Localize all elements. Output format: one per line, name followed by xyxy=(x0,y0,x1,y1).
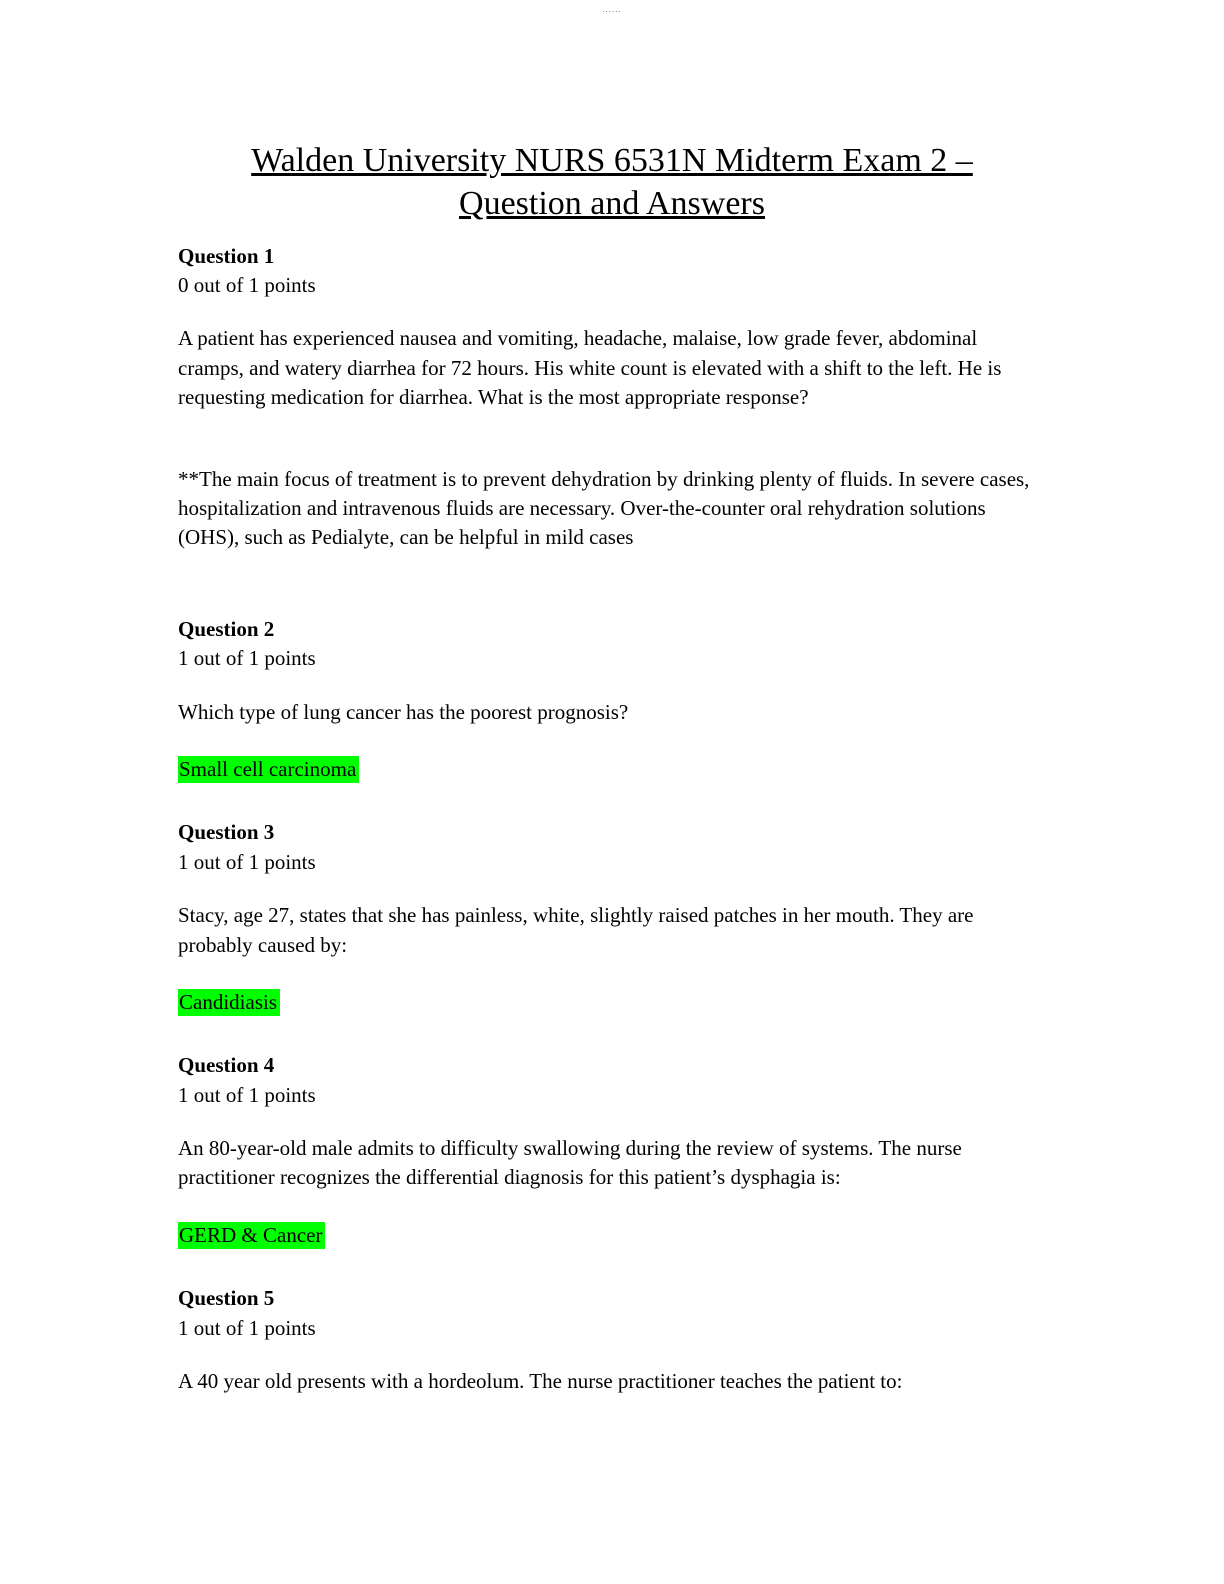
spacer xyxy=(178,553,1046,581)
answer-row xyxy=(178,988,1046,1017)
answer-text: **The main focus of treatment is to prevent dehydration by drinking plenty of fluids. In severe cases, hospitalization and intravenous fluids are necessary. Over-the-counter oral rehydration solutions (OHS), such as Pedialyte, can be helpful in mild cases xyxy=(178,466,1030,550)
question-label: Question 1 xyxy=(178,243,275,268)
question-text: A patient has experienced nausea and vomiting, headache, malaise, low grade fever, abdominal cramps, and watery diarrhea for 72 hours. His white count is elevated with a shift to the left. He is requesting medication for diarrhea. What is the most appropriate response? xyxy=(178,326,1002,410)
question-block-5 xyxy=(178,1284,1046,1396)
question-points: 0 out of 1 points xyxy=(178,273,316,298)
highlighted-answer: GERD & Cancer xyxy=(178,1222,325,1249)
question-text: An 80-year-old male admits to difficulty swallowing during the review of systems. The nurse practitioner recognizes the differential diagnosis for this patient’s dysphagia is: xyxy=(178,1136,962,1190)
question-text: A 40 year old presents with a hordeolum. The nurse practitioner teaches the patient to: xyxy=(178,1369,903,1394)
question-label: Question 5 xyxy=(178,1286,275,1311)
question-points: 1 out of 1 points xyxy=(178,1315,316,1340)
question-points: 1 out of 1 points xyxy=(178,1082,316,1107)
question-block-3 xyxy=(178,818,1046,1017)
page-header-marks: ...... xyxy=(602,5,622,14)
question-label: Question 2 xyxy=(178,616,275,641)
question-block-2 xyxy=(178,615,1046,785)
document-title-line-1: Walden University NURS 6531N Midterm Exam 2 – xyxy=(251,142,973,179)
question-points: 1 out of 1 points xyxy=(178,849,316,874)
document-title-line-2: Question and Answers xyxy=(459,184,765,222)
question-block-4 xyxy=(178,1051,1046,1250)
question-block-1 xyxy=(178,242,1046,581)
question-label: Question 3 xyxy=(178,820,275,845)
question-points: 1 out of 1 points xyxy=(178,646,316,671)
question-text: Stacy, age 27, states that she has painless, white, slightly raised patches in her mouth. They are probably caused by: xyxy=(178,903,974,957)
answer-row xyxy=(178,755,1046,784)
highlighted-answer: Candidiasis xyxy=(178,989,280,1016)
question-label: Question 4 xyxy=(178,1053,275,1078)
document-title xyxy=(178,140,1046,226)
question-text: Which type of lung cancer has the poorest prognosis? xyxy=(178,699,629,724)
highlighted-answer: Small cell carcinoma xyxy=(178,756,359,783)
answer-row xyxy=(178,1221,1046,1250)
